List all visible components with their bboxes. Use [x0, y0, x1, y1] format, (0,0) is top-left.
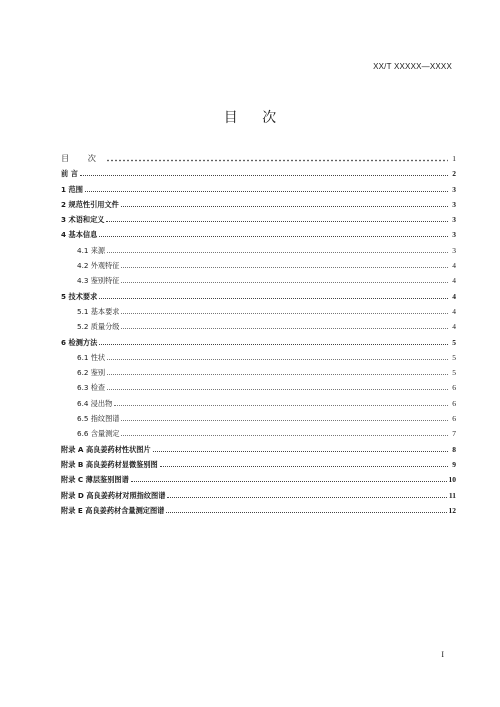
toc-entry-label: 6.1 性状: [77, 352, 106, 362]
toc-entry-label: 附录 C 薄层鉴别图谱: [61, 475, 129, 485]
toc-leader-dots: [85, 190, 448, 192]
toc-entry[interactable]: [61, 273, 456, 288]
toc-entry[interactable]: [61, 212, 456, 227]
toc-leader-dots: [121, 434, 448, 436]
toc-entry[interactable]: [61, 411, 456, 426]
toc-leader-dots: [99, 297, 448, 299]
toc-entry[interactable]: [61, 395, 456, 410]
toc-entry[interactable]: [61, 350, 456, 365]
toc-entry-page: 5: [452, 352, 456, 362]
toc-entry-page: 10: [448, 475, 456, 485]
toc-entry[interactable]: [61, 503, 456, 518]
toc-leader-dots: [160, 465, 448, 467]
toc-leader-dots: [107, 251, 448, 253]
toc-leader-dots: [99, 235, 448, 237]
toc-entry-page: 2: [452, 169, 456, 179]
toc-entry-label: 4.3 鉴别特征: [77, 276, 120, 286]
toc-entry-page: 11: [448, 490, 456, 500]
toc-entry-label: 5.2 质量分级: [77, 322, 120, 332]
toc-entry-label: 1 范围: [61, 184, 83, 194]
toc-entry-page: 3: [452, 199, 456, 209]
toc-leader-dots: [121, 266, 448, 268]
toc-entry-label: 3 术语和定义: [61, 215, 105, 225]
toc-entry[interactable]: [61, 472, 456, 487]
toc-entry-page: 6: [452, 414, 456, 424]
toc-entry[interactable]: [61, 227, 456, 242]
toc-entry-label: 6.2 鉴别: [77, 368, 106, 378]
toc-leader-dots: [106, 158, 448, 162]
toc-entry[interactable]: [61, 150, 456, 166]
toc-entry-label: 4 基本信息: [61, 230, 98, 240]
toc-entry-label: 附录 B 高良姜药材显微鉴别图: [61, 459, 158, 469]
toc-leader-dots: [106, 220, 448, 222]
toc-entry-page: 3: [452, 245, 456, 255]
page-number: I: [441, 650, 444, 659]
toc-entry-page: 4: [452, 322, 456, 332]
toc-entry[interactable]: [61, 365, 456, 380]
toc-entry[interactable]: [61, 319, 456, 334]
toc-entry[interactable]: [61, 334, 456, 349]
toc-entry-label: 目 次: [61, 153, 104, 163]
toc-leader-dots: [153, 450, 448, 452]
toc-entry-label: 6.6 含量测定: [77, 429, 120, 439]
toc-entry[interactable]: [61, 487, 456, 502]
toc-leader-dots: [99, 343, 448, 345]
toc-leader-dots: [131, 480, 447, 482]
toc-entry-label: 6.4 浸出物: [77, 398, 113, 408]
toc-entry[interactable]: [61, 426, 456, 441]
toc-leader-dots: [121, 312, 448, 314]
toc-entry-label: 6.5 指纹图谱: [77, 414, 120, 424]
toc-leader-dots: [121, 281, 448, 283]
toc-entry[interactable]: [61, 197, 456, 212]
toc-entry-label: 6 检测方法: [61, 337, 98, 347]
toc-entry-label: 5 技术要求: [61, 291, 98, 301]
toc-entry-page: 4: [452, 291, 456, 301]
toc-leader-dots: [107, 388, 448, 390]
toc-entry[interactable]: [61, 258, 456, 273]
toc-entry-label: 2 规范性引用文件: [61, 199, 119, 209]
toc-entry[interactable]: [61, 242, 456, 257]
toc-entry-page: 4: [452, 261, 456, 271]
toc-entry-page: 3: [452, 184, 456, 194]
toc-entry-page: 8: [452, 444, 456, 454]
toc-leader-dots: [107, 373, 448, 375]
page-title: 目 次: [223, 110, 287, 126]
toc-entry-page: 3: [452, 215, 456, 225]
toc-entry-label: 5.1 基本要求: [77, 306, 120, 316]
table-of-contents: [61, 150, 456, 518]
toc-leader-dots: [80, 174, 448, 176]
toc-leader-dots: [167, 496, 446, 498]
toc-entry-page: 12: [448, 505, 456, 515]
toc-entry[interactable]: [61, 380, 456, 395]
toc-entry-page: 3: [452, 230, 456, 240]
toc-entry-page: 4: [452, 306, 456, 316]
toc-entry-page: 7: [452, 429, 456, 439]
toc-entry[interactable]: [61, 288, 456, 303]
toc-entry[interactable]: [61, 166, 456, 181]
toc-entry-page: 6: [452, 398, 456, 408]
toc-entry-page: 9: [452, 459, 456, 469]
toc-leader-dots: [121, 327, 448, 329]
toc-leader-dots: [107, 358, 448, 360]
toc-leader-dots: [114, 404, 448, 406]
toc-leader-dots: [121, 205, 448, 207]
toc-entry[interactable]: [61, 304, 456, 319]
toc-entry-page: 6: [452, 383, 456, 393]
toc-entry-page: 4: [452, 276, 456, 286]
toc-entry[interactable]: [61, 441, 456, 456]
toc-leader-dots: [166, 511, 446, 513]
toc-entry-page: 5: [452, 337, 456, 347]
toc-entry-label: 6.3 检查: [77, 383, 106, 393]
toc-entry-label: 附录 E 高良姜药材含量测定图谱: [61, 505, 165, 515]
toc-entry[interactable]: [61, 181, 456, 196]
toc-entry[interactable]: [61, 457, 456, 472]
toc-entry-page: 5: [452, 368, 456, 378]
toc-entry-label: 附录 D 高良姜药材对照指纹图谱: [61, 490, 166, 500]
toc-entry-label: 前 言: [61, 169, 78, 179]
standard-code: XX/T XXXXX—XXXX: [373, 62, 452, 71]
toc-entry-label: 4.1 来源: [77, 245, 106, 255]
toc-entry-label: 4.2 外观特征: [77, 261, 120, 271]
toc-entry-label: 附录 A 高良姜药材性状图片: [61, 444, 151, 454]
toc-entry-page: 1: [452, 154, 456, 163]
toc-leader-dots: [121, 419, 448, 421]
